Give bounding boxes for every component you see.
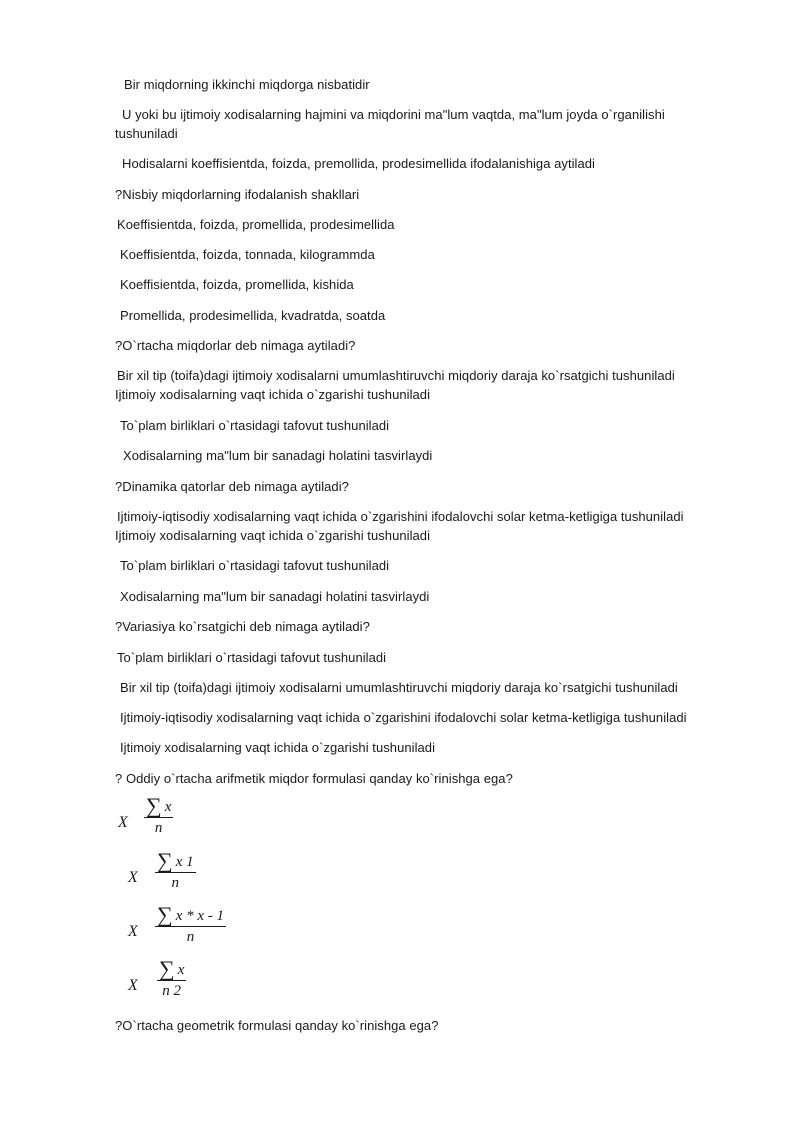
formula-option-1 — [118, 793, 238, 846]
sigma-symbol: ∑ — [157, 902, 173, 927]
answer-option-1: To`plam birliklari o`rtasidagi tafovut tushuniladi — [117, 650, 387, 665]
formula-lhs: X — [128, 869, 138, 886]
answer-option-3: To`plam birliklari o`rtasidagi tafovut tushuniladi — [120, 418, 390, 433]
formula-option-3 — [128, 902, 288, 955]
answer-option-2-continued: tushuniladi — [115, 126, 178, 141]
answer-option-2: Ijtimoiy xodisalarning vaqt ichida o`zgarishi tushuniladi — [115, 387, 431, 402]
formula-denominator: n 2 — [162, 983, 182, 999]
sigma-symbol: ∑ — [157, 848, 173, 873]
answer-option-2: Koeffisientda, foizda, tonnada, kilogrammda — [120, 247, 375, 262]
answer-option-1: Koeffisientda, foizda, promellida, prodesimellida — [117, 217, 395, 232]
sigma-symbol: ∑ — [159, 956, 175, 981]
answer-option-3: Koeffisientda, foizda, promellida, kishida — [120, 277, 354, 292]
answer-option-3: Ijtimoiy-iqtisodiy xodisalarning vaqt ichida o`zgarishini ifodalovchi solar ketma-ketligiga tushuniladi — [120, 710, 687, 725]
answer-option-4: Promellida, prodesimellida, kvadratda, soatda — [120, 308, 386, 323]
numerator-text: x * x - 1 — [175, 908, 224, 924]
numerator-text: x 1 — [175, 854, 194, 870]
formula-lhs: X — [118, 814, 128, 831]
formula-option-4 — [128, 956, 248, 1009]
formula-denominator: n — [186, 929, 195, 945]
answer-option-4: Xodisalarning ma"lum bir sanadagi holatini tasvirlaydi — [120, 589, 430, 604]
question-dynamic-series: ?Dinamika qatorlar deb nimaga aytiladi? — [115, 479, 349, 494]
answer-option-1: Bir xil tip (toifa)dagi ijtimoiy xodisalarni umumlashtiruvchi miqdoriy daraja ko`rsatgichi tushuniladi — [117, 368, 675, 383]
question-variation-indicator: ?Variasiya ko`rsatgichi deb nimaga aytiladi? — [115, 619, 370, 634]
answer-option-2: Ijtimoiy xodisalarning vaqt ichida o`zgarishi tushuniladi — [115, 528, 431, 543]
formula-numerator — [144, 793, 173, 818]
formula-numerator — [157, 956, 186, 981]
answer-option-1: Ijtimoiy-iqtisodiy xodisalarning vaqt ichida o`zgarishini ifodalovchi solar ketma-ketligiga tushuniladi — [117, 509, 684, 524]
numerator-text: x — [177, 962, 185, 978]
answer-option-3: Hodisalarni koeffisientda, foizda, premollida, prodesimellida ifodalanishiga aytiladi — [122, 156, 595, 171]
formula-numerator — [155, 902, 226, 927]
formula-fraction — [144, 793, 173, 838]
question-arithmetic-mean-formula: ? Oddiy o`rtacha arifmetik miqdor formulasi qanday ko`rinishga ega? — [115, 771, 513, 786]
answer-option-2: U yoki bu ijtimoiy xodisalarning hajmini va miqdorini ma"lum vaqtda, ma"lum joyda o`rganilishi — [122, 107, 665, 122]
answer-option-3: To`plam birliklari o`rtasidagi tafovut tushuniladi — [120, 558, 390, 573]
formula-fraction — [155, 848, 196, 893]
question-geometric-mean-formula: ?O`rtacha geometrik formulasi qanday ko`rinishga ega? — [115, 1018, 439, 1033]
formula-denominator: n — [171, 875, 180, 891]
sigma-symbol: ∑ — [146, 793, 162, 818]
answer-option-1: Bir miqdorning ikkinchi miqdorga nisbatidir — [124, 77, 370, 92]
question-relative-quantities-forms: ?Nisbiy miqdorlarning ifodalanish shakllari — [115, 187, 360, 202]
formula-numerator — [155, 848, 196, 873]
answer-option-4: Ijtimoiy xodisalarning vaqt ichida o`zgarishi tushuniladi — [120, 740, 436, 755]
formula-lhs: X — [128, 923, 138, 940]
answer-option-2: Bir xil tip (toifa)dagi ijtimoiy xodisalarni umumlashtiruvchi miqdoriy daraja ko`rsatgichi tushuniladi — [120, 680, 678, 695]
formula-denominator: n — [154, 820, 163, 836]
formula-fraction — [155, 902, 226, 947]
formula-lhs: X — [128, 977, 138, 994]
answer-option-4: Xodisalarning ma"lum bir sanadagi holatini tasvirlaydi — [123, 448, 433, 463]
numerator-text: x — [164, 799, 172, 815]
formula-option-2 — [128, 848, 268, 901]
formula-fraction — [157, 956, 186, 1001]
question-average-quantities: ?O`rtacha miqdorlar deb nimaga aytiladi? — [115, 338, 356, 353]
